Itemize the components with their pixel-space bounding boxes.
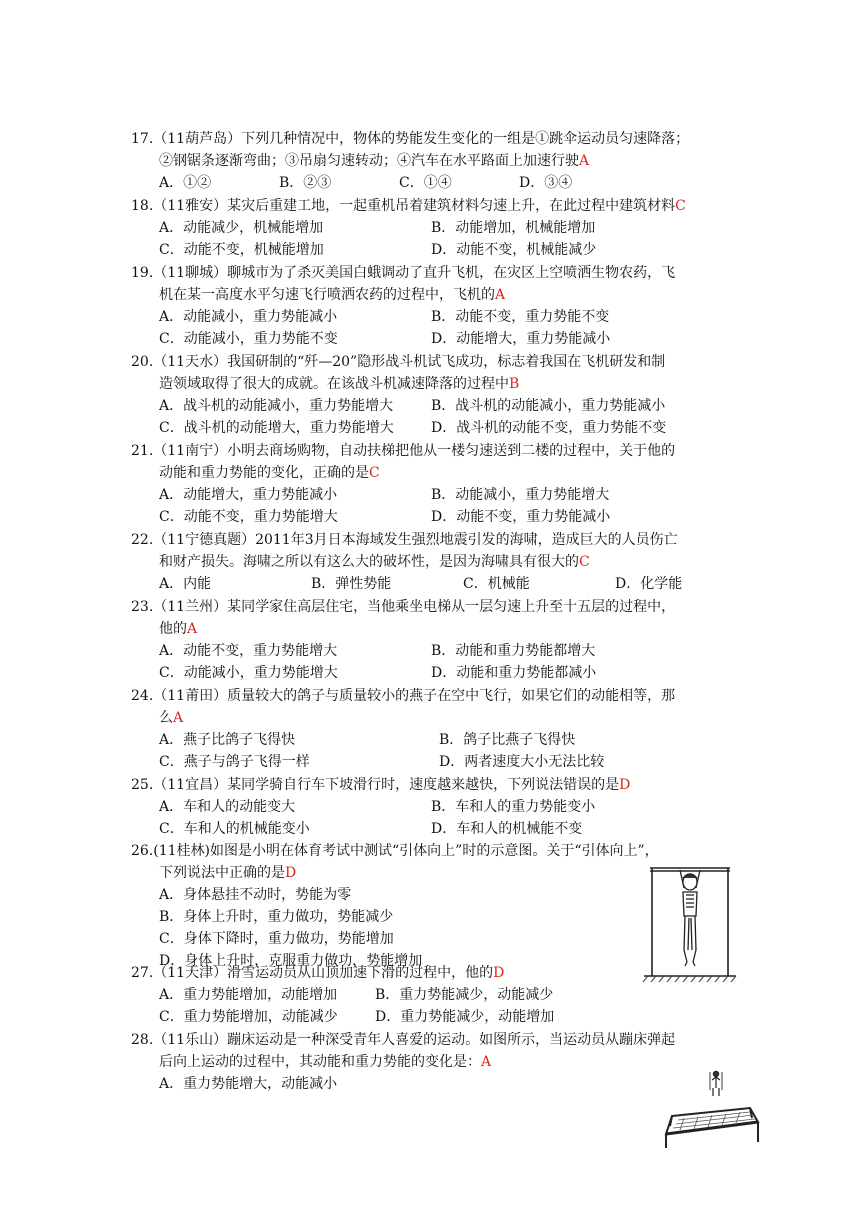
q26-option-b: B．身体上升时，重力做功，势能减少: [159, 909, 394, 925]
q17-option-b: B．②③: [279, 175, 332, 191]
q18-option-a: A．动能减少，机械能增加: [159, 220, 324, 236]
q23-option-b: B．动能和重力势能都增大: [431, 643, 596, 659]
q24-stem-line-1: 24.（11莆田）质量较大的鸽子与质量较小的燕子在空中飞行，如果它们的动能相等，那: [131, 688, 676, 704]
q19-stem-line-2: 机在某一高度水平匀速飞行喷洒农药的过程中，飞机的A: [159, 287, 506, 303]
q27-option-c: C．重力势能增加，动能减少: [159, 1009, 338, 1025]
q22-option-a: A．内能: [159, 576, 212, 592]
q26-option-d: D．身体上升时，克服重力做功，势能增加: [159, 953, 423, 969]
q22-stem-line-2: 和财产损失。海啸之所以有这么大的破坏性，是因为海啸具有很大的C: [159, 554, 590, 570]
q19-option-b: B．动能不变，重力势能不变: [431, 309, 610, 325]
q19-option-c: C．动能减小，重力势能不变: [159, 331, 338, 347]
q25-option-b: B．车和人的重力势能变小: [431, 799, 596, 815]
q27-option-a: A．重力势能增加，动能增加: [159, 987, 338, 1003]
q18-option-b: B．动能增加，机械能增加: [431, 220, 596, 236]
q19-stem-line-1: 19.（11聊城）聊城市为了杀灭美国白蛾调动了直升飞机，在灾区上空喷洒生物农药，飞: [131, 265, 676, 281]
q17-option-d: D．③④: [519, 175, 573, 191]
q24-answer: A: [173, 710, 184, 726]
q26-stem-line-2: 下列说法中正确的是D: [159, 865, 297, 881]
q24-option-a: A．燕子比鸽子飞得快: [159, 732, 296, 748]
q22-option-c: C．机械能: [463, 576, 530, 592]
q23-stem-line-1: 23.（11兰州）某同学家住高层住宅，当他乘坐电梯从一层匀速上升至十五层的过程中，: [131, 599, 676, 615]
q22-option-b: B．弹性势能: [311, 576, 392, 592]
q27-option-d: D．重力势能减少，动能增加: [375, 1009, 555, 1025]
q21-stem-line-1: 21.（11南宁）小明去商场购物，自动扶梯把他从一楼匀速送到二楼的过程中，关于他的: [131, 443, 676, 459]
q25-option-a: A．车和人的动能变大: [159, 799, 296, 815]
q28-stem-line-2: 后向上运动的过程中，其动能和重力势能的变化是：A: [159, 1054, 492, 1070]
q24-stem-line-2: 么A: [159, 710, 184, 726]
q25-option-c: C．车和人的机械能变小: [159, 821, 310, 837]
q25-stem-line-1: 25.（11宜昌）某同学骑自行车下坡滑行时，速度越来越快，下列说法错误的是D: [131, 777, 631, 793]
q17-option-a: A．①②: [159, 175, 212, 191]
q23-option-a: A．动能不变，重力势能增大: [159, 643, 338, 659]
q20-option-c: C．战斗机的动能增大，重力势能增大: [159, 420, 394, 436]
q21-option-a: A．动能增大，重力势能减小: [159, 487, 338, 503]
q18-option-d: D．动能不变，机械能减少: [431, 242, 597, 258]
q27-option-b: B．重力势能减少，动能减少: [375, 987, 554, 1003]
q22-option-d: D．化学能: [615, 576, 683, 592]
q25-option-d: D．车和人的机械能不变: [431, 821, 583, 837]
q28-answer: A: [481, 1054, 492, 1070]
q17-option-c: C．①④: [399, 175, 452, 191]
q19-option-d: D．动能增大，重力势能减小: [431, 331, 611, 347]
q17-stem-line-1: 17.（11葫芦岛）下列几种情况中，物体的势能发生变化的一组是①跳伞运动员匀速降落；: [131, 131, 690, 147]
q22-stem-line-1: 22.（11宁德真题）2011年3月日本海域发生强烈地震引发的海啸，造成巨大的人员伤亡: [131, 532, 678, 548]
q19-option-a: A．动能减小，重力势能减小: [159, 309, 338, 325]
q26-option-a: A．身体悬挂不动时，势能为零: [159, 887, 352, 903]
q25-answer: D: [619, 777, 631, 793]
q20-stem-line-2: 造领域取得了很大的成就。在该战斗机减速降落的过程中B: [159, 376, 520, 392]
q23-answer: A: [187, 621, 198, 637]
q23-stem-line-2: 他的A: [159, 621, 198, 637]
q27-stem-line-1: 27.（11天津）滑雪运动员从山顶加速下滑的过程中，他的D: [131, 965, 505, 981]
q24-option-c: C．燕子与鸽子飞得一样: [159, 754, 310, 770]
q17-answer: A: [579, 153, 590, 169]
q24-option-b: B．鸽子比燕子飞得快: [439, 732, 576, 748]
q22-answer: C: [579, 554, 590, 570]
q21-option-c: C．动能不变，重力势能增大: [159, 509, 338, 525]
q21-answer: C: [369, 465, 380, 481]
q17-stem-line-2: ②钢锯条逐渐弯曲；③吊扇匀速转动；④汽车在水平路面上加速行驶A: [159, 153, 590, 169]
q26-option-c: C．身体下降时，重力做功，势能增加: [159, 931, 394, 947]
q19-answer: A: [495, 287, 506, 303]
q28-option-a: A．重力势能增大，动能减小: [159, 1076, 338, 1092]
q18-stem-line-1: 18.（11雅安）某灾后重建工地，一起重机吊着建筑材料匀速上升，在此过程中建筑材料C: [131, 198, 686, 214]
trampoline-figure: [658, 1068, 762, 1150]
q18-option-c: C．动能不变，机械能增加: [159, 242, 324, 258]
q27-answer: D: [493, 965, 505, 981]
q20-answer: B: [509, 376, 520, 392]
q20-option-b: B．战斗机的动能减小，重力势能减小: [431, 398, 666, 414]
q28-stem-line-1: 28.（11乐山）蹦床运动是一种深受青年人喜爱的运动。如图所示，当运动员从蹦床弹起: [131, 1032, 676, 1048]
q20-option-a: A．战斗机的动能减小，重力势能增大: [159, 398, 394, 414]
q26-stem-line-1: 26.(11桂林)如图是小明在体育考试中测试“引体向上”时的示意图。关于“引体向上”，: [131, 843, 659, 859]
q21-stem-line-2: 动能和重力势能的变化，正确的是C: [159, 465, 380, 481]
q20-stem-line-1: 20.（11天水）我国研制的“歼—20”隐形战斗机试飞成功，标志着我国在飞机研发和制: [131, 354, 666, 370]
q23-option-d: D．动能和重力势能都减小: [431, 665, 597, 681]
q23-option-c: C．动能减小，重力势能增大: [159, 665, 338, 681]
q26-answer: D: [285, 865, 297, 881]
q21-option-d: D．动能不变，重力势能减小: [431, 509, 611, 525]
q24-option-d: D．两者速度大小无法比较: [439, 754, 605, 770]
q18-answer: C: [675, 198, 686, 214]
pull-up-figure: [640, 858, 740, 984]
q21-option-b: B．动能减小，重力势能增大: [431, 487, 610, 503]
q20-option-d: D．战斗机的动能不变，重力势能不变: [431, 420, 667, 436]
